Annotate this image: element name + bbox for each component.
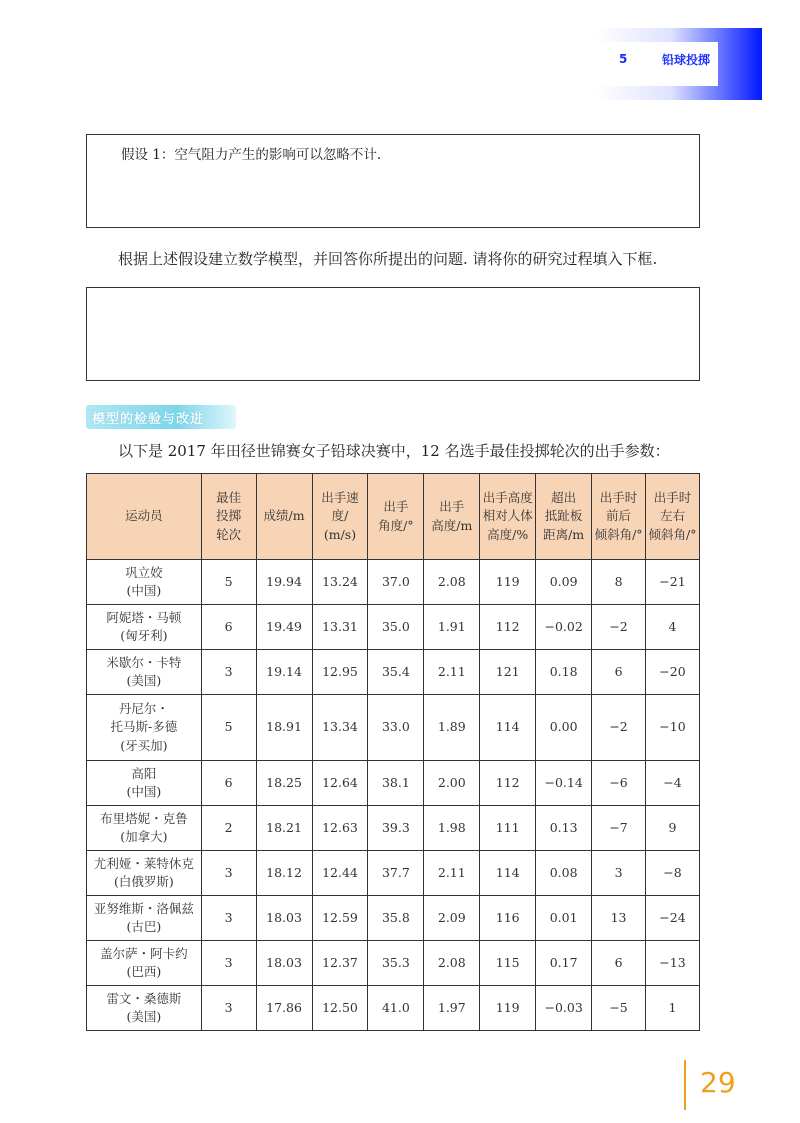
athlete-name-cell: 亚努维斯・洛佩兹 (古巴) [87,896,202,941]
table-cell: 0.09 [536,560,592,605]
table-cell: 6 [592,941,646,986]
athlete-name-cell: 米歇尔・卡特 (美国) [87,650,202,695]
table-cell: 35.3 [368,941,424,986]
table-cell: −5 [592,986,646,1031]
table-cell: −21 [646,560,700,605]
table-row [87,650,700,695]
table-cell: 8 [592,560,646,605]
table-cell: 19.94 [256,560,312,605]
section-label [86,405,236,429]
column-header: 出手 高度/m [424,474,480,560]
answer-box[interactable] [86,287,700,381]
table-cell: 6 [592,650,646,695]
column-header: 出手 角度/° [368,474,424,560]
table-cell: 5 [201,560,256,605]
table-cell: −24 [646,896,700,941]
table-cell: 0.13 [536,806,592,851]
table-row [87,761,700,806]
table-cell: 18.03 [256,896,312,941]
table-cell: 3 [201,986,256,1031]
table-cell: 37.7 [368,851,424,896]
table-cell: 12.59 [312,896,368,941]
table-cell: 38.1 [368,761,424,806]
table-cell: 119 [480,986,536,1031]
table-cell: 0.00 [536,695,592,761]
table-cell: −2 [592,695,646,761]
table-cell: 1.98 [424,806,480,851]
table-cell: 12.95 [312,650,368,695]
table-cell: 18.03 [256,941,312,986]
table-cell: −4 [646,761,700,806]
table-cell: 12.63 [312,806,368,851]
table-cell: 1 [646,986,700,1031]
table-cell: 114 [480,695,536,761]
table-cell: 12.44 [312,851,368,896]
table-cell: 2.11 [424,650,480,695]
throw-parameters-table [86,473,700,1031]
table-cell: −0.14 [536,761,592,806]
assumption-box [86,134,700,228]
table-cell: 18.21 [256,806,312,851]
table-cell: 19.49 [256,605,312,650]
table-row [87,941,700,986]
table-cell: 41.0 [368,986,424,1031]
table-cell: 3 [201,896,256,941]
column-header: 超出 抵趾板 距离/m [536,474,592,560]
table-cell: −20 [646,650,700,695]
table-row [87,896,700,941]
intro-text: 以下是 2017 年田径世锦赛女子铅球决赛中，12 名选手最佳投掷轮次的出手参数： [118,442,670,460]
table-cell: 35.0 [368,605,424,650]
table-cell: 12.50 [312,986,368,1031]
table-row [87,605,700,650]
table-cell: −8 [646,851,700,896]
table-cell: 2.00 [424,761,480,806]
column-header: 出手高度 相对人体 高度/% [480,474,536,560]
table-row [87,695,700,761]
table-cell: 2.11 [424,851,480,896]
athlete-name-cell: 巩立姣 (中国) [87,560,202,605]
table-cell: 6 [201,605,256,650]
table-row [87,560,700,605]
table-cell: −7 [592,806,646,851]
table-header-row [87,474,700,560]
table-row [87,806,700,851]
table-cell: 1.89 [424,695,480,761]
chapter-number: 5 [619,52,628,66]
table-cell: 13 [592,896,646,941]
athlete-name-cell: 雷文・桑德斯 (美国) [87,986,202,1031]
chapter-title: 铅球投掷 [662,53,711,67]
table-cell: 0.08 [536,851,592,896]
table-cell: 39.3 [368,806,424,851]
page-number: 29 [700,1066,736,1099]
athlete-name-cell: 阿妮塔・马顿 (匈牙利) [87,605,202,650]
table-cell: 33.0 [368,695,424,761]
table-cell: 114 [480,851,536,896]
table-cell: 13.31 [312,605,368,650]
table-cell: 18.91 [256,695,312,761]
table-cell: −2 [592,605,646,650]
athlete-name-cell: 盖尔萨・阿卡约 (巴西) [87,941,202,986]
column-header: 出手时 左右 倾斜角/° [646,474,700,560]
table-cell: 3 [201,650,256,695]
table-cell: 35.8 [368,896,424,941]
table-cell: 2.09 [424,896,480,941]
table-body [87,560,700,1031]
table-cell: 12.64 [312,761,368,806]
athlete-name-cell: 高阳 (中国) [87,761,202,806]
table-cell: 13.34 [312,695,368,761]
table-cell: 0.01 [536,896,592,941]
athlete-name-cell: 丹尼尔・ 托马斯-多德 (牙买加) [87,695,202,761]
table-cell: 112 [480,761,536,806]
table-cell: 111 [480,806,536,851]
table-cell: 119 [480,560,536,605]
table-cell: 121 [480,650,536,695]
section-label-text: 模型的检验与改进 [92,412,205,427]
assumption-text: 假设 1：空气阻力产生的影响可以忽略不计. [121,147,382,163]
column-header: 出手时 前后 倾斜角/° [592,474,646,560]
table-cell: 18.25 [256,761,312,806]
table-cell: 4 [646,605,700,650]
athlete-name-cell: 尤利娅・莱特休克 (白俄罗斯) [87,851,202,896]
table-cell: 13.24 [312,560,368,605]
table-cell: 1.91 [424,605,480,650]
table-cell: 3 [201,941,256,986]
table-cell: 0.17 [536,941,592,986]
table-cell: 2.08 [424,941,480,986]
table-cell: 116 [480,896,536,941]
athlete-name-cell: 布里塔妮・克鲁 (加拿大) [87,806,202,851]
table-cell: 0.18 [536,650,592,695]
table-cell: −6 [592,761,646,806]
table-cell: −0.02 [536,605,592,650]
table-cell: −10 [646,695,700,761]
column-header: 运动员 [87,474,202,560]
table-cell: 3 [201,851,256,896]
table-cell: 2.08 [424,560,480,605]
table-cell: 6 [201,761,256,806]
instruction-text: 根据上述假设建立数学模型，并回答你所提出的问题. 请将你的研究过程填入下框. [118,250,658,268]
table-cell: −0.03 [536,986,592,1031]
table-cell: 9 [646,806,700,851]
table-cell: 115 [480,941,536,986]
table-cell: 2 [201,806,256,851]
column-header: 最佳 投掷 轮次 [201,474,256,560]
table-cell: 37.0 [368,560,424,605]
table-cell: −13 [646,941,700,986]
table-cell: 5 [201,695,256,761]
table-cell: 112 [480,605,536,650]
table-row [87,851,700,896]
table-cell: 18.12 [256,851,312,896]
column-header: 成绩/m [256,474,312,560]
column-header: 出手速度/ (m/s) [312,474,368,560]
table-cell: 12.37 [312,941,368,986]
table-cell: 35.4 [368,650,424,695]
page-number-rule [684,1060,686,1110]
table-row [87,986,700,1031]
table-cell: 1.97 [424,986,480,1031]
table-cell: 17.86 [256,986,312,1031]
table-cell: 3 [592,851,646,896]
table-cell: 19.14 [256,650,312,695]
